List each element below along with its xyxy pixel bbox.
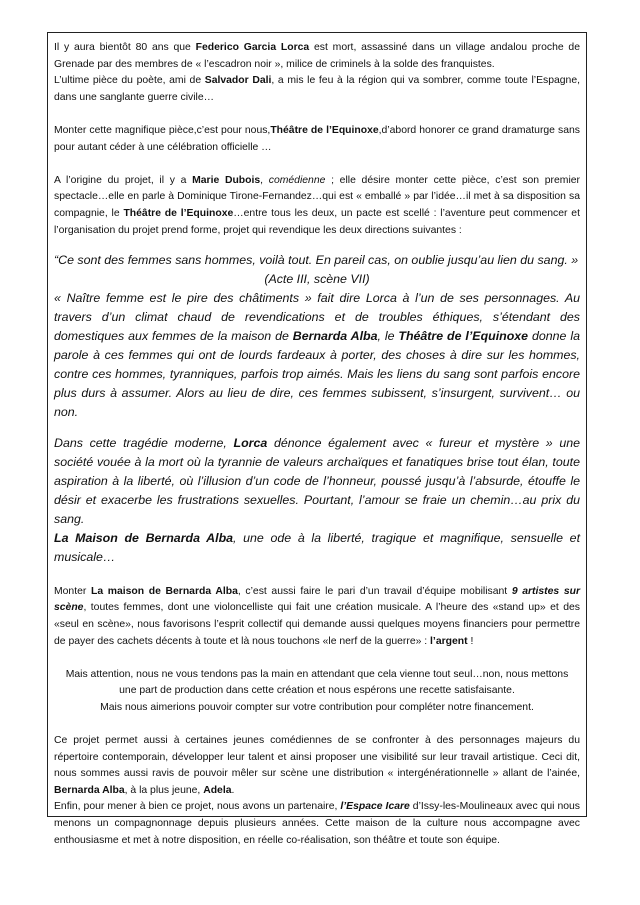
text: A l’origine du projet, il y a: [54, 174, 193, 186]
text: , le: [377, 329, 399, 344]
text: !: [467, 635, 474, 647]
name-bernarda-alba: Bernarda Alba: [54, 784, 125, 796]
partner-espace-icare: l’Espace Icare: [340, 801, 410, 813]
intro-paragraph-2: [54, 73, 580, 106]
quote-block: [54, 251, 580, 422]
name-bernarda-alba: Bernarda Alba: [292, 329, 378, 344]
intro-paragraph: [54, 40, 580, 73]
name-theatre: Théâtre de l’Equinoxe: [398, 329, 529, 344]
funding-line-1: Mais attention, nous ne vous tendons pas la main en attendant que cela vienne tout seul…non, nous mettons: [65, 668, 569, 680]
text: ; elle désire monter cette pièce, c’est son premier spectacle…elle en parle à Dominique Tirone-Fernandez…qui est « emballé » par l’idée…il met à sa disposition sa compagnie, le: [54, 174, 580, 219]
text: , une ode à la liberté, tragique et magnifique, sensuelle et musicale…: [54, 531, 581, 565]
name-theatre: Théâtre de l’Equinoxe: [270, 124, 379, 136]
play-title: La Maison de Bernarda Alba: [54, 531, 234, 546]
name-marie-dubois: Marie Dubois: [192, 174, 261, 186]
name-adela: Adela: [203, 784, 232, 796]
text: Monter cette magnifique pièce,c’est pour nous,: [54, 124, 271, 136]
quote-line: “Ce sont des femmes sans hommes, voilà tout. En pareil cas, on oublie jusqu’au lien du sang. »: [54, 253, 579, 268]
text: Monter: [54, 585, 91, 597]
text: , à la plus jeune,: [124, 784, 204, 796]
text: ,: [260, 174, 269, 186]
team-paragraph: [54, 584, 580, 650]
text: .: [231, 784, 235, 796]
tragedy-paragraph: [54, 434, 580, 567]
origin-paragraph: [54, 173, 580, 239]
funding-line-2: une part de production dans cette création et nous espérons une recette satisfaisante.: [119, 685, 515, 697]
text-comedienne: comédienne: [268, 174, 326, 186]
text: , c’est aussi faire le pari d’un travail d’équipe mobilisant: [237, 585, 512, 597]
text: dénonce également avec « fureur et mystère » une société vouée à la mort où la tyrannie de valeurs archaïques et fanatiques brise tout élan, toute aspiration à la liberté, où l’illusion d’un code de l’honneur, poussé jusqu’à l’absurde, étouffe le désir et exacerbe les frustrations sexuelles. Pourtant, l’amour se fraie un chemin…au prix du sang.: [54, 436, 581, 527]
name-lorca: Lorca: [233, 436, 268, 451]
text: d’Issy-les-Moulineaux avec qui nous menons un compagnonnage depuis plusieurs années. Cette maison de la culture nous accompagne avec enthousiasme et met à notre disposition, en réelle co-réalisation, son théâtre et toute son équipe.: [54, 801, 581, 846]
text: « Naître femme est le pire des châtiments » fait dire Lorca à l’un de ses personnages. Au travers d’un climat chaud de revendications et de troubles éthiques, s’étendant des domestiques aux femmes de la maison de: [54, 291, 580, 344]
name-theatre: Théâtre de l’Equinoxe: [123, 207, 234, 219]
money-highlight: l’argent: [430, 635, 468, 647]
play-title: La maison de Bernarda Alba: [90, 585, 238, 597]
name-dali: Salvador Dali: [204, 75, 272, 87]
quote-reference: (Acte III, scène VII): [264, 272, 370, 287]
text: , toutes femmes, dont une violoncelliste qui fait une création musicale. A l’heure des «stand up» et des «seul en scène», nous favorisons l’esprit collectif qui demande aussi quelques moyens financiers pour permettre de payer des cachets décents à toute et là nous touchons «le nerf de la guerre» :: [54, 602, 580, 647]
text: , a mis le feu à la région qui va sombrer, comme toute l’Espagne, dans une sanglante guerre civile…: [54, 75, 580, 103]
partner-paragraph: [54, 799, 580, 849]
text: Il y aura bientôt 80 ans que: [54, 42, 196, 53]
project-paragraph: [54, 733, 580, 799]
text: Dans cette tragédie moderne,: [54, 436, 234, 451]
text: L’ultime pièce du poète, ami de: [54, 75, 205, 87]
document-frame: [47, 32, 587, 846]
name-lorca: Federico Garcia Lorca: [195, 42, 310, 53]
text: ,d’abord honorer ce grand dramaturge sans pour autant céder à une célébration officielle …: [54, 124, 580, 153]
text: Enfin, pour mener à bien ce projet, nous avons un partenaire,: [54, 801, 341, 813]
text: donne la parole à ces femmes qui ont de lourds fardeaux à porter, des choses à dire sur les hommes, contre ces hommes, tyranniques, parfois trop aimés. Mais les liens du sang sont parfois encore plus durs à assumer. Alors au lieu de dire, ces femmes subissent, s’insurgent, survivent… ou non.: [54, 329, 580, 420]
artists-count: 9 artistes sur scène: [54, 585, 580, 614]
text: Ce projet permet aussi à certaines jeunes comédiennes de se confronter à des personnages majeurs du répertoire contemporain, développer leur talent et ainsi proposer une visibilité sur leur travail artistique. Ceci dit, nous sommes aussi ravis de pouvoir mêler sur scène une distribution « intergénérationnelle » allant de l’ainée,: [54, 735, 580, 780]
text: …entre tous les deux, un pacte est scellé : l’aventure peut commencer et l’organisation du projet prend forme, projet qui revendique les deux directions suivantes :: [54, 207, 580, 236]
funding-line-3: Mais nous aimerions pouvoir compter sur votre contribution pour compléter notre financement.: [100, 701, 534, 713]
mission-paragraph: [54, 123, 580, 156]
text: est mort, assassiné dans un village andalou proche de Grenade par des membres de « l’escadron noir », milice de criminels à la solde des franquistes.: [54, 42, 580, 70]
